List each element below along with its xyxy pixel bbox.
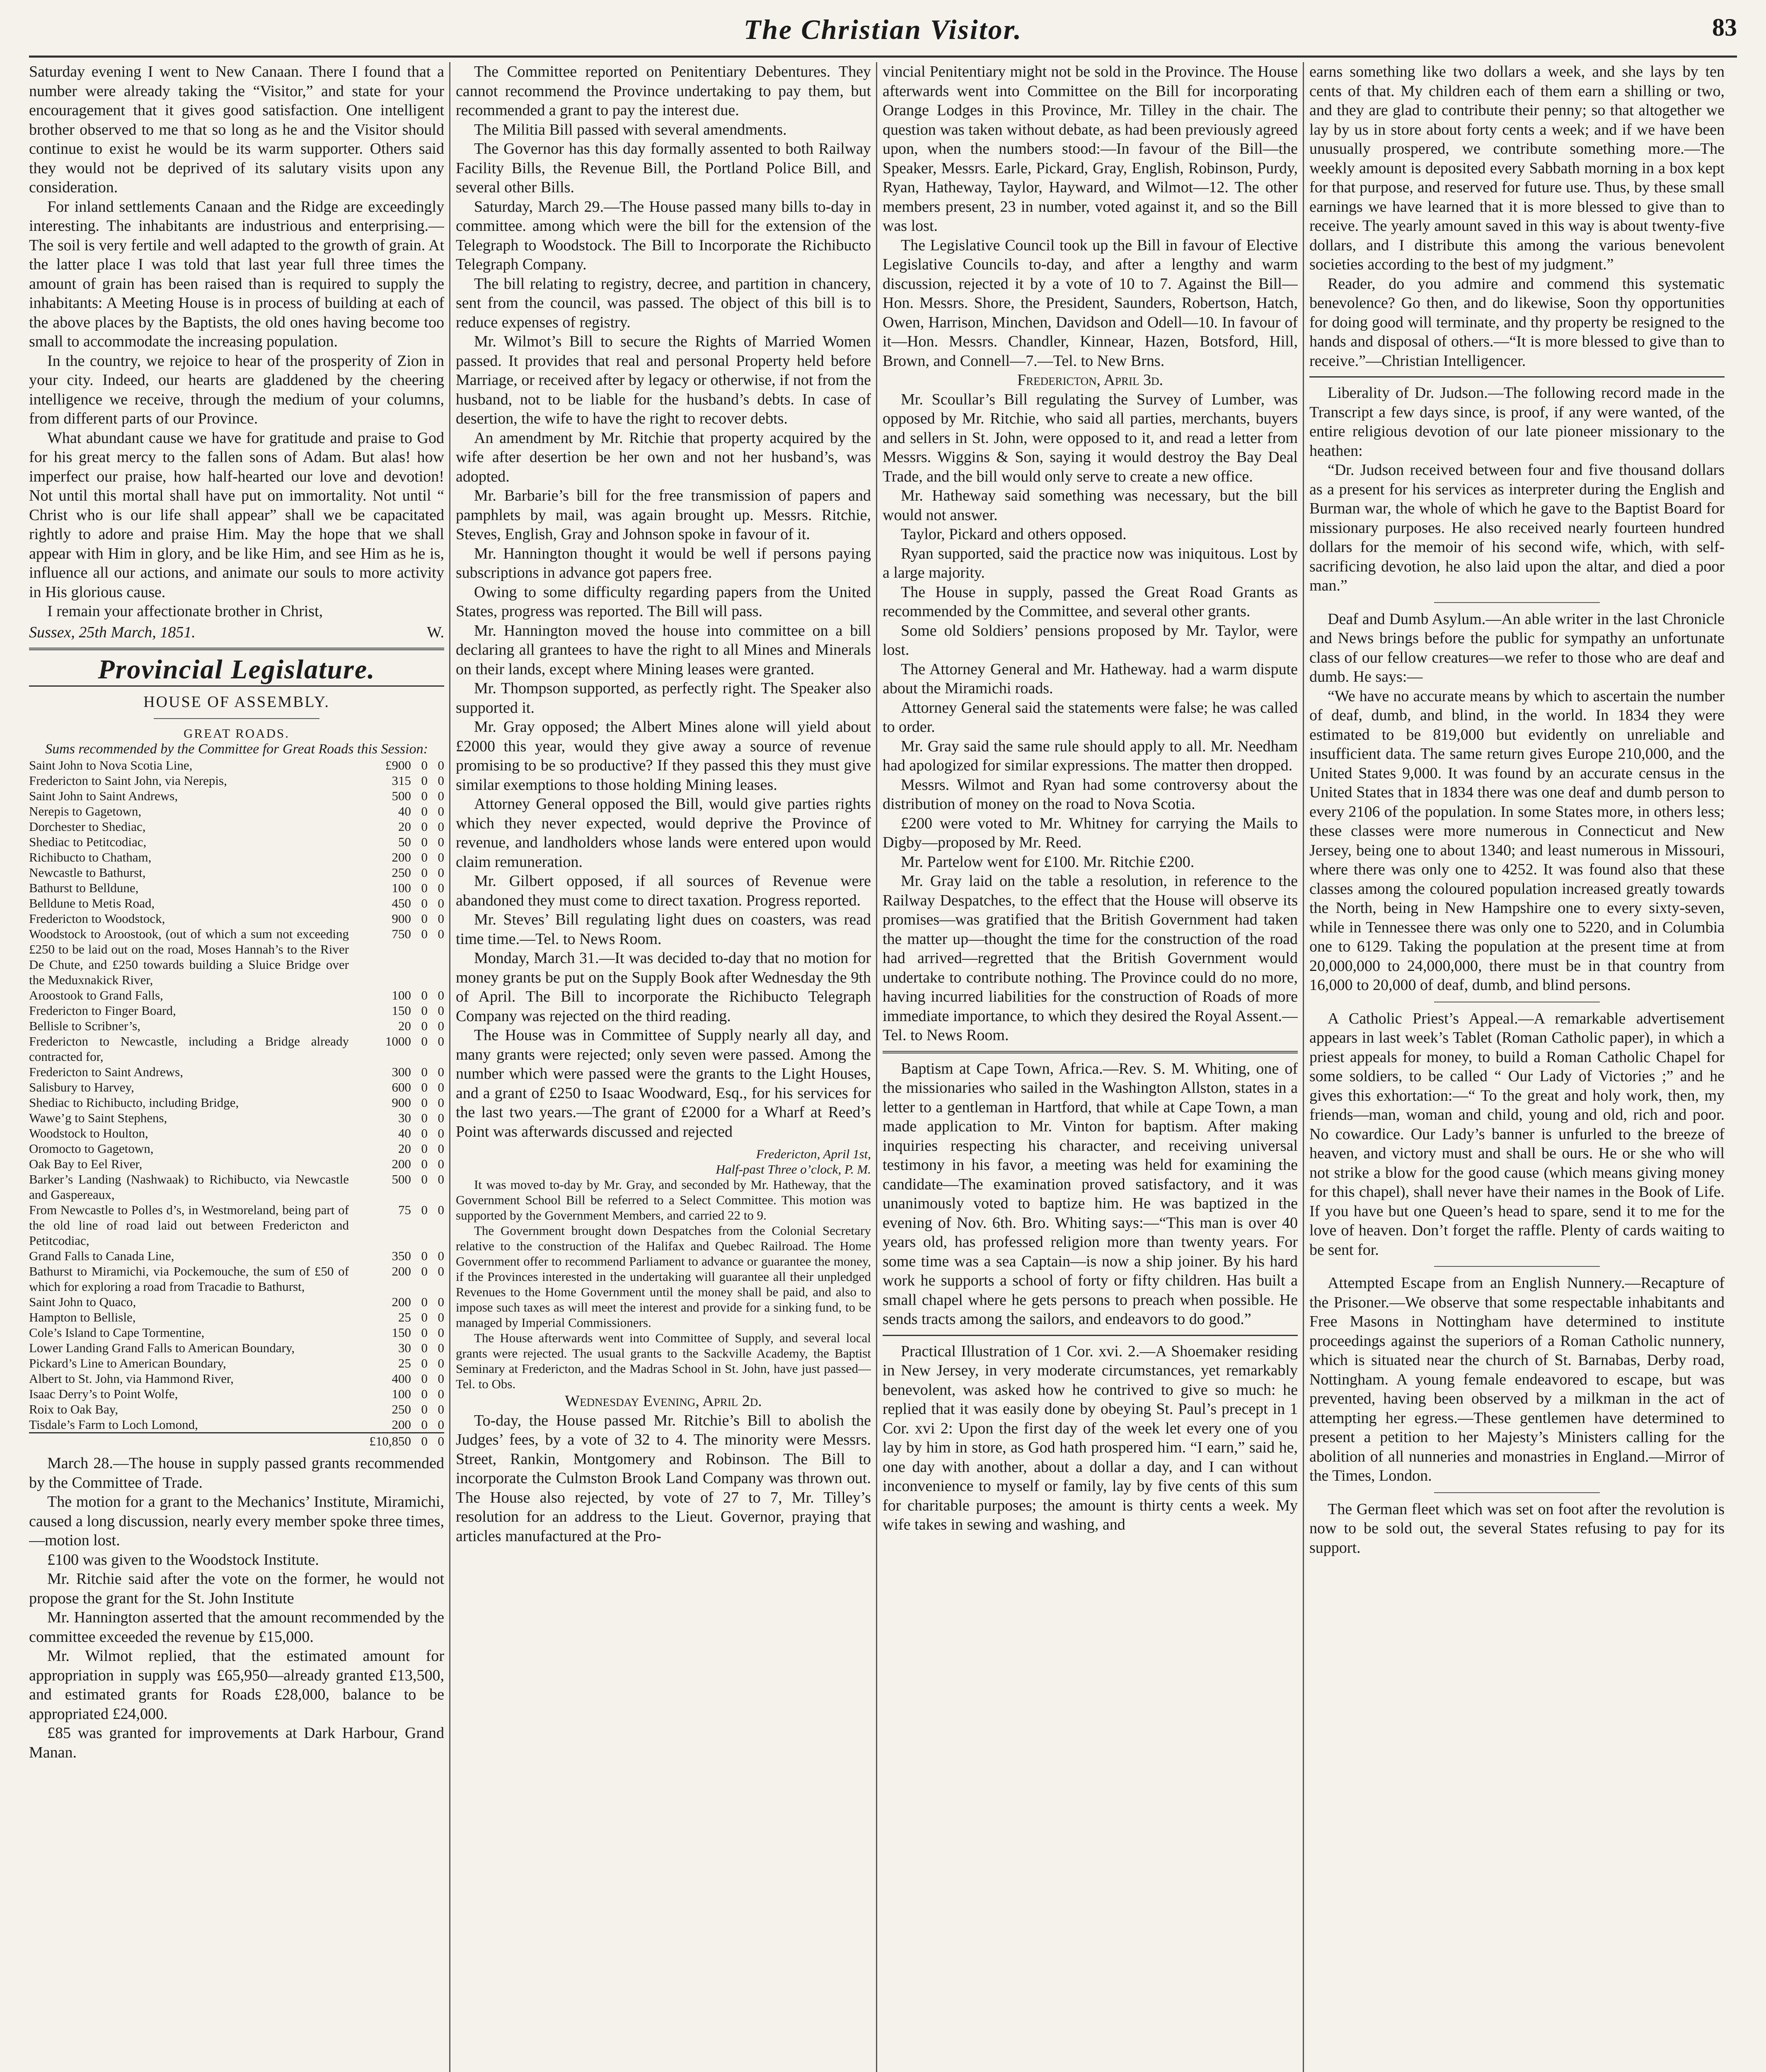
- telegraph-paragraph: It was moved to-day by Mr. Gray, and seconded by Mr. Hatheway, that the Government School Bill be referred to a Select Committee. This motion was supported by the Government Members, and carried 22 to 9.: [456, 1177, 871, 1222]
- legislature-paragraph: The House was in Committee of Supply nearly all day, and many grants were rejected; only seven were passed. Among the number which were passed were the grants to the Light Houses, and a grant of £250 to Isaac Woodward, Esq., for his services for the last two years.—The grant of £2000 for a Wharf at Reed’s Point was afterwards discussed and rejected: [456, 1026, 871, 1140]
- road-pence: 0: [438, 1203, 444, 1217]
- road-name: Saint John to Saint Andrews,: [29, 789, 178, 803]
- road-name: Wawe’g to Saint Stephens,: [29, 1111, 167, 1125]
- road-amount: 30: [398, 1341, 411, 1355]
- roads-table-row: [29, 773, 444, 788]
- roads-table-row: [29, 1294, 444, 1310]
- letter-signature: [29, 623, 444, 642]
- road-amount: 20: [398, 1019, 411, 1033]
- roads-total-pence: 0: [428, 1433, 444, 1449]
- road-pence: 0: [438, 896, 444, 910]
- road-amount: 500: [392, 789, 411, 803]
- legislature-paragraph: Mr. Barbarie’s bill for the free transmission of papers and pamphlets by mail, was again brought up. Messrs. Ritchie, Steves, English, Gray and Johnson spoke in favour of it.: [456, 487, 871, 543]
- road-amount: 200: [392, 850, 411, 864]
- road-amount: 20: [398, 1141, 411, 1156]
- short-divider: [1434, 602, 1600, 603]
- roads-table-row: [29, 1340, 444, 1356]
- road-amount: 25: [398, 1356, 411, 1370]
- legislature-paragraph: Saturday, March 29.—The House passed many bills to-day in committee. among which were the bill for the extension of the Telegraph to Woodstock. The Bill to Incorporate the Richibucto Telegraph Company.: [456, 198, 871, 273]
- legislature-paragraph: Mr. Wilmot’s Bill to secure the Rights of Married Women passed. It provides that real and personal Property held before Marriage, or received after by legacy or otherwise, if not from the husband, not to be liable for the husband’s debts. In case of desertion, the wife to have the right to recover debts.: [456, 333, 871, 427]
- road-shillings: 0: [421, 804, 428, 818]
- road-pence: 0: [438, 804, 444, 818]
- roads-table-row: [29, 1264, 444, 1294]
- column-rule: [876, 62, 877, 2072]
- roads-table-row: [29, 758, 444, 773]
- legislature-paragraph: Mr. Hatheway said something was necessary, but the bill would not answer.: [883, 487, 1298, 524]
- road-pence: 0: [438, 1172, 444, 1186]
- roads-table-row: [29, 1003, 444, 1018]
- roads-table-row: [29, 880, 444, 896]
- roads-table-row: [29, 1248, 444, 1264]
- article-practical-illustration: Practical Illustration of 1 Cor. xvi. 2.—A Shoemaker residing in New Jersey, in very moderate circumstances, yet remarkably benevolent, was asked how he contrived to give so much: he replied that it was easily done by obeying St. Paul’s precept in 1 Cor. xvi 2: Upon the first day of the week let every one of you lay by him in store, as God hath prospered him. “I earn,” said he, one day with another, about a dollar a day, and I can without inconvenience to myself or family, lay by five cents of this sum for charitable purposes; the amount is thirty cents a week. My wife takes in sewing and washing, and: [883, 1342, 1298, 1533]
- road-shillings: 0: [421, 1387, 428, 1401]
- road-name: Fredericton to Woodstock,: [29, 911, 165, 926]
- road-name: Fredericton to Saint John, via Nerepis,: [29, 773, 227, 788]
- road-name: Fredericton to Saint Andrews,: [29, 1065, 183, 1079]
- legislature-paragraph: £100 was given to the Woodstock Institute.: [47, 1551, 319, 1569]
- road-pence: 0: [438, 789, 444, 803]
- road-shillings: 0: [421, 1295, 428, 1309]
- road-amount: 400: [392, 1371, 411, 1386]
- road-amount: 250: [392, 865, 411, 880]
- road-shillings: 0: [421, 789, 428, 803]
- column-rule: [1303, 62, 1304, 2072]
- road-amount: 750: [392, 927, 411, 941]
- roads-table-body: [29, 758, 444, 1433]
- legislature-paragraph: The motion for a grant to the Mechanics’ Institute, Miramichi, caused a long discussion, nearly every member spoke three times,—motion lost.: [29, 1493, 444, 1549]
- road-amount: 200: [392, 1157, 411, 1171]
- road-shillings: 0: [421, 1310, 428, 1324]
- dateline: Fredericton, April 1st,: [756, 1147, 871, 1161]
- road-shillings: 0: [421, 1264, 428, 1278]
- short-divider: [1434, 1266, 1600, 1267]
- road-amount: 200: [392, 1295, 411, 1309]
- legislature-paragraph: The Committee reported on Penitentiary Debentures. They cannot recommend the Province undertaking to pay them, but recommended a grant to pay the interest due.: [456, 63, 871, 119]
- legislature-paragraph: Mr. Steves’ Bill regulating light dues on coasters, was read time time.—Tel. to News Room.: [456, 911, 871, 948]
- roads-table-row: [29, 1141, 444, 1156]
- article-baptism: Baptism at Cape Town, Africa.—Rev. S. M. Whiting, one of the missionaries who sailed in the Washington Allston, states in a letter to a gentleman in Hartford, that while at Cape Town, a man made application to Mr. Vinton for baptism. After making inquiries respecting his character, and receiving universal testimony in his favor, a meeting was held for examining the candidate—The examination proved satisfactory, and it was unanimously voted to baptize him. He was baptized in the evening of Nov. 6th. Bro. Whiting says:—“This man is over 40 years old, has professed religion more than twenty years. For some time was a sea Captain—is now a ship joiner. By his hard work he supports a school of forty or fifty children. Has built a small chapel where he gets persons to preach when possible. He sends tracts among the sailors, and endeavors to do good.”: [883, 1060, 1298, 1328]
- road-pence: 0: [438, 1417, 444, 1432]
- road-shillings: 0: [421, 865, 428, 880]
- road-amount: 300: [392, 1065, 411, 1079]
- roads-table-row: [29, 834, 444, 850]
- road-pence: 0: [438, 1157, 444, 1171]
- section-heading: Wednesday Evening, April 2d.: [565, 1392, 762, 1410]
- roads-table-row: [29, 819, 444, 834]
- road-amount: 40: [398, 1126, 411, 1140]
- road-pence: 0: [438, 1126, 444, 1140]
- road-pence: 0: [438, 1264, 444, 1278]
- house-heading: HOUSE OF ASSEMBLY.: [143, 693, 330, 711]
- short-divider: [154, 718, 320, 719]
- section-divider: [883, 1051, 1298, 1053]
- road-pence: 0: [438, 1019, 444, 1033]
- road-shillings: 0: [421, 819, 428, 834]
- road-pence: 0: [438, 1034, 444, 1048]
- legislature-paragraph: March 28.—The house in supply passed grants recommended by the Committee of Trade.: [29, 1455, 444, 1491]
- road-name: Barker’s Landing (Nashwaak) to Richibucto, via Newcastle and Gaspereaux,: [29, 1172, 349, 1202]
- article-catholic-appeal: A Catholic Priest’s Appeal.—A remarkable advertisement appears in last week’s Tablet (Roman Catholic paper), in which a priest appeals for money, to build a Roman Catholic Chapel for some soldiers, to be called “ Our Lady of Victories ;” and he gives this exhortation:—“ To the great and holy work, then, my friends—man, woman and child, young and old, rich and poor. No cowardice. Our Lady’s banner is unfurled to the breeze of heaven, and victory must and shall be ours. He or she who will not strike a blow for the good cause (which means giving money for this chapel), shall never have their names in the Book of Life. If you have but one Queen’s head to spare, send it to me for the love of heaven. Don’t forget the raffle. Plenty of cards waiting to be sent for.: [1309, 1009, 1725, 1259]
- road-shillings: 0: [421, 896, 428, 910]
- road-pence: 0: [438, 988, 444, 1002]
- legislature-paragraph: An amendment by Mr. Ritchie that property acquired by the wife after desertion be her own and not her husband’s, was adopted.: [456, 429, 871, 485]
- road-pence: 0: [438, 927, 444, 941]
- columns: [29, 62, 1737, 2072]
- masthead: [29, 7, 1737, 58]
- roads-table-row: [29, 1356, 444, 1371]
- road-pence: 0: [438, 1141, 444, 1156]
- road-name: Nerepis to Gagetown,: [29, 804, 142, 818]
- road-amount: 150: [392, 1325, 411, 1340]
- newspaper-title: The Christian Visitor.: [743, 14, 1023, 45]
- legislature-paragraph: Mr. Hannington thought it would be well if persons paying subscriptions in advance got papers free.: [456, 545, 871, 581]
- road-name: Belldune to Metis Road,: [29, 896, 155, 910]
- road-name: Woodstock to Houlton,: [29, 1126, 148, 1140]
- road-shillings: 0: [421, 1203, 428, 1217]
- road-shillings: 0: [421, 1341, 428, 1355]
- section-heading: Fredericton, April 3d.: [1017, 371, 1163, 389]
- road-amount: 350: [392, 1249, 411, 1263]
- road-name: Isaac Derry’s to Point Wolfe,: [29, 1387, 178, 1401]
- road-name: Bathurst to Belldune,: [29, 881, 139, 895]
- roads-table-row: [29, 1202, 444, 1248]
- road-name: Shediac to Petitcodiac,: [29, 835, 147, 849]
- roads-table-row: [29, 896, 444, 911]
- road-pence: 0: [438, 1249, 444, 1263]
- road-pence: 0: [438, 1003, 444, 1018]
- legislature-paragraph: To-day, the House passed Mr. Ritchie’s Bill to abolish the Judges’ fees, by a vote of 32 to 4. The minority were Messrs. Street, Rankin, Montgomery and Robinson. The Bill to incorporate the Culmston Brook Land Company was thrown out. The House also rejected, by vote of 27 to 7, Mr. Tilley’s resolution for an address to the Lieut. Governor, praying that articles manufactured at the Pro-: [456, 1411, 871, 1545]
- legislature-paragraph: Monday, March 31.—It was decided to-day that no motion for money grants be put on the Supply Book after Wednesday the 9th of April. The Bill to incorporate the Richibucto Telegraph Company was rejected on the third reading.: [456, 949, 871, 1025]
- legislature-paragraph: Mr. Hannington asserted that the amount recommended by the committee exceeded the revenue by £15,000.: [29, 1609, 444, 1646]
- road-pence: 0: [438, 1080, 444, 1094]
- road-name: Hampton to Bellisle,: [29, 1310, 136, 1324]
- road-shillings: 0: [421, 850, 428, 864]
- road-amount: 900: [392, 911, 411, 926]
- roads-total-row: [29, 1433, 444, 1449]
- road-shillings: 0: [421, 1402, 428, 1416]
- road-pence: 0: [438, 1402, 444, 1416]
- letter-paragraph: For inland settlements Canaan and the Ridge are exceedingly interesting. The inhabitants are industrious and enterprising.—The soil is very fertile and well adapted to the growth of grain. At the latter place I was told that last year full three times the amount of grain has been raised than is required to supply the inhabitants: A Meeting House is in process of building at each of the above places by the Baptists, the old ones having become too small to accommodate the increasing population.: [29, 198, 444, 350]
- road-shillings: 0: [421, 1325, 428, 1340]
- road-shillings: 0: [421, 927, 428, 941]
- road-name: Richibucto to Chatham,: [29, 850, 152, 864]
- article-nunnery: Attempted Escape from an English Nunnery.—Recapture of the Prisoner.—We observe that some respectable inhabitants and Free Masons in Nottingham have determined to institute proceedings against the superiors of a Roman Catholic nunnery, which is situated near the church of St. Barnabas, Derby road, Nottingham. A young female endeavored to escape, but was prevented, having been observed by a milkman in the act of attempting her egress.—These gentlemen have determined to present a petition to her Majesty’s Ministers calling for the abolition of all nunneries and monastries in England.—Mirror of the Times, London.: [1309, 1274, 1725, 1484]
- road-name: Grand Falls to Canada Line,: [29, 1249, 174, 1263]
- road-name: Oak Bay to Eel River,: [29, 1157, 143, 1171]
- legislature-paragraph: Mr. Gray said the same rule should apply to all. Mr. Needham had apologized for similar expressions. The matter then dropped.: [883, 737, 1298, 774]
- roads-table-row: [29, 1172, 444, 1202]
- article-judson: Liberality of Dr. Judson.—The following record made in the Transcript a few days since, is proof, if any were wanted, of the entire religious devotion of our late pioneer missionary to the heathen:: [1309, 384, 1725, 460]
- legislature-paragraph: Messrs. Wilmot and Ryan had some controversy about the distribution of money on the road to Nova Scotia.: [883, 776, 1298, 813]
- road-name: From Newcastle to Polles d’s, in Westmoreland, being part of the old line of road laid out between Fredericton and Petitcodiac,: [29, 1203, 349, 1248]
- road-amount: 40: [398, 804, 411, 818]
- article-german-fleet: The German fleet which was set on foot after the revolution is now to be sold out, the several States refusing to pay for its support.: [1309, 1500, 1725, 1556]
- road-shillings: 0: [421, 1141, 428, 1156]
- road-shillings: 0: [421, 1172, 428, 1186]
- road-amount: 500: [392, 1172, 411, 1186]
- road-pence: 0: [438, 1095, 444, 1110]
- road-amount: 25: [398, 1310, 411, 1324]
- road-pence: 0: [438, 911, 444, 926]
- legislature-paragraph: Mr. Hannington moved the house into committee on a bill declaring all grantees to have the right to all Mines and Minerals on their lands, except where Mining leases were granted.: [456, 622, 871, 678]
- column-1: [29, 62, 444, 2072]
- road-amount: 20: [398, 819, 411, 834]
- road-name: Saint John to Quaco,: [29, 1295, 136, 1309]
- roads-table-row: [29, 1310, 444, 1325]
- legislature-paragraph: The Attorney General and Mr. Hatheway. had a warm dispute about the Miramichi roads.: [883, 660, 1298, 697]
- legislature-paragraph: Mr. Gray laid on the table a resolution, in reference to the Railway Despatches, to the effect that the House will observe its promises—was gratified that the British Government had taken the matter up—thought the time for the construction of the road had arrived—regretted that the British Government would undertake to contribute nothing. The Province could do no more, having incurred liabilities for the construction of Roads of more immediate importance, to which they desired the Royal Assent.—Tel. to News Room.: [883, 872, 1298, 1044]
- roads-table-row: [29, 926, 444, 988]
- letter-paragraph: What abundant cause we have for gratitude and praise to God for his great mercy to the fallen sons of Adam. But alas! how imperfect our praise, how half-hearted our love and devotion! Not until this mortal shall have put on immortality. Not until “ Christ who is our life shall appear” shall we be capacitated rightly to adore and praise Him. May the hope that we shall appear with Him in glory, and be like Him, and see Him as he is, influence all our actions, and animate our souls to more activity in His glorious cause.: [29, 429, 444, 601]
- legislature-paragraph: The Legislative Council took up the Bill in favour of Elective Legislative Councils to-day, and after a lengthy and warm discussion, rejected it by a vote of 10 to 7. Against the Bill—Hon. Messrs. Shore, the President, Saunders, Robertson, Hatch, Owen, Harrison, Minchen, Davidson and Odell—10. In favour of it—Hon. Messrs. Chandler, Kinnear, Hazen, Botsford, Hill, Brown, and Connell—7.—Tel. to New Brns.: [883, 236, 1298, 370]
- legislature-paragraph: Mr. Partelow went for £100. Mr. Ritchie £200.: [901, 853, 1195, 871]
- section-divider: [29, 648, 444, 650]
- roads-table-row: [29, 1126, 444, 1141]
- roads-table-row: [29, 850, 444, 865]
- legislature-paragraph: Attorney General said the statements were false; he was called to order.: [883, 699, 1298, 736]
- road-shillings: 0: [421, 1126, 428, 1140]
- roads-table-row: [29, 1110, 444, 1126]
- legislature-paragraph: Ryan supported, said the practice now was iniquitous. Lost by a large majority.: [883, 545, 1298, 581]
- legislature-paragraph: Taylor, Pickard and others opposed.: [901, 525, 1127, 543]
- roads-table-row: [29, 804, 444, 819]
- road-amount: 100: [392, 988, 411, 1002]
- road-shillings: 0: [421, 1111, 428, 1125]
- legislature-paragraph: Mr. Wilmot replied, that the estimated amount for appropriation in supply was £65,950—already granted £13,500, and estimated grants for Roads £28,000, balance to be appropriated £24,000.: [29, 1647, 444, 1723]
- telegraph-paragraph: The Government brought down Despatches from the Colonial Secretary relative to the construction of the Halifax and Quebec Railroad. The Home Government offer to recommend Parliament to advance or guarantee the money, if the Provinces interested in the undertaking will guarantee all their unpledged Revenues to the Home Government until the money shall be paid, and also to impose such taxes as will meet the interest and provide for a sinking fund, to be managed by Imperial Commissioners.: [456, 1223, 871, 1330]
- road-name: Cole’s Island to Cape Tormentine,: [29, 1325, 205, 1340]
- roads-table-row: [29, 1386, 444, 1402]
- roads-table-row: [29, 988, 444, 1003]
- roads-table-row: [29, 1417, 444, 1433]
- road-pence: 0: [438, 850, 444, 864]
- road-amount: 315: [392, 773, 411, 788]
- road-amount: 100: [392, 881, 411, 895]
- article-quote: “We have no accurate means by which to ascertain the number of deaf, dumb, and blind, in the world. In 1834 they were estimated to be 819,000 but evidently on unreliable and insufficient data. The same return gives Europe 210,000, and the United States 9,000. It was found by an accurate census in the United States that in 1834 there was one deaf and dumb person to every 2106 of the population. In some States more, in others less; these classes were more numerous in Connecticut and New Jersey, being one to about 1340; and least numerous in Missouri, where there was only one to 4252. It was found also that these classes among the coloured population increased greatly towards the North, being in New Hampshire one to every sixty-seven, while in Tennessee there was only one to 5220, and in Columbia one to 6129. Taking the population at the present time at from 20,000,000 to 24,000,000, there must be in that country from 16,000 to 20,000 of deaf, dumb, and blind persons.: [1309, 687, 1725, 994]
- legislature-paragraph: Mr. Gilbert opposed, if all sources of Revenue were abandoned they must come to direct taxation. Progress reported.: [456, 872, 871, 909]
- column-2: [456, 62, 871, 2072]
- roads-table-row: [29, 865, 444, 880]
- road-pence: 0: [438, 1356, 444, 1370]
- roads-subheading: Sums recommended by the Committee for Great Roads this Session:: [45, 741, 428, 757]
- road-amount: 50: [398, 835, 411, 849]
- legislature-paragraph: The Militia Bill passed with several amendments.: [474, 121, 787, 138]
- letter-paragraph: Saturday evening I went to New Canaan. There I found that a number were already taking the “Visitor,” and state for your encouragement that it gives good satisfaction. One intelligent brother observed to me that so long as he and the Visitor should continue to exist he would be its warm supporter. Others said they would not be deprived of its salutary visits upon any consideration.: [29, 63, 444, 196]
- roads-table-row: [29, 1156, 444, 1172]
- roads-table-row: [29, 1402, 444, 1417]
- road-shillings: 0: [421, 1080, 428, 1094]
- road-shillings: 0: [421, 1249, 428, 1263]
- section-divider: [29, 685, 444, 687]
- roads-table-row: [29, 1325, 444, 1340]
- legislature-paragraph: Mr. Ritchie said after the vote on the former, he would not propose the grant for the St. John Institute: [29, 1570, 444, 1607]
- road-name: Fredericton to Newcastle, including a Bridge already contracted for,: [29, 1034, 349, 1064]
- legislature-paragraph: £85 was granted for improvements at Dark Harbour, Grand Manan.: [29, 1724, 444, 1761]
- column-3: [883, 62, 1298, 2072]
- section-divider: [1309, 376, 1725, 378]
- road-name: Pickard’s Line to American Boundary,: [29, 1356, 226, 1370]
- road-name: Bellisle to Scribner’s,: [29, 1019, 140, 1033]
- telegraph-paragraph: The House afterwards went into Committee of Supply, and several local grants were rejected. The usual grants to the Sackville Academy, the Baptist Seminary at Fredericton, and the Madras School in St. John, have just passed—Tel. to Obs.: [456, 1331, 871, 1391]
- legislature-paragraph: The House in supply, passed the Great Road Grants as recommended by the Committee, and several other grants.: [883, 583, 1298, 620]
- legislature-paragraph: Mr. Gray opposed; the Albert Mines alone will yield about £2000 this year, would they give away a source of revenue promising to be so productive? If they passed this they must give similar exemptions to those holding Mining leases.: [456, 718, 871, 794]
- road-amount: 1000: [385, 1034, 411, 1048]
- roads-table-row: [29, 1095, 444, 1110]
- legislature-paragraph: vincial Penitentiary might not be sold in the Province. The House afterwards went into Committee on the Bill for incorporating Orange Lodges in this Province, Mr. Tilley in the chair. The question was taken without debate, as had been previously agreed upon, when the numbers stood:—In favour of the Bill—the Speaker, Messrs. Earle, Pickard, Gray, English, Robinson, Purdy, Ryan, Hatheway, Taylor, Hayward, and Wilmot—12. The other members present, 23 in number, voted against it, and so the Bill was lost.: [883, 63, 1298, 235]
- section-title: Provincial Legislature.: [98, 654, 375, 685]
- legislature-paragraph: Attorney General opposed the Bill, would give parties rights which they never expected, would deprive the Province of revenue, and landholders whose lands were entered upon would claim remuneration.: [456, 795, 871, 871]
- page-number: 83: [1712, 14, 1737, 41]
- roads-table-row: [29, 1034, 444, 1064]
- road-name: Roix to Oak Bay,: [29, 1402, 118, 1416]
- signature-initial: W.: [427, 623, 444, 641]
- road-amount: 450: [392, 896, 411, 910]
- section-divider: [883, 1335, 1298, 1336]
- road-pence: 0: [438, 1371, 444, 1386]
- road-amount: £900: [385, 758, 411, 772]
- legislature-paragraph: Mr. Scoullar’s Bill regulating the Survey of Lumber, was opposed by Mr. Ritchie, who said all parties, merchants, buyers and sellers in St. John, were opposed to it, and read a letter from Messrs. Wiggins & Son, saying it would destroy the Bay Deal Trade, and the bill would only serve to create a new office.: [883, 390, 1298, 485]
- road-name: Salisbury to Harvey,: [29, 1080, 134, 1094]
- road-amount: 100: [392, 1387, 411, 1401]
- road-name: Shediac to Richibucto, including Bridge,: [29, 1095, 239, 1110]
- road-name: Woodstock to Aroostook, (out of which a sum not exceeding £250 to be laid out on the road, Moses Hannah’s to the River De Chute, and £250 towards building a Sluice Bridge over the Meduxnakick River,: [29, 927, 349, 987]
- road-name: Oromocto to Gagetown,: [29, 1141, 154, 1156]
- road-pence: 0: [438, 1310, 444, 1324]
- road-name: Albert to St. John, via Hammond River,: [29, 1371, 234, 1386]
- road-pence: 0: [438, 865, 444, 880]
- road-shillings: 0: [421, 1417, 428, 1432]
- column-rule: [449, 62, 450, 2072]
- letter-closing: I remain your affectionate brother in Christ,: [47, 603, 323, 620]
- column-4: [1309, 62, 1725, 2072]
- legislature-paragraph: Mr. Thompson supported, as perfectly right. The Speaker also supported it.: [456, 680, 871, 716]
- road-pence: 0: [438, 1065, 444, 1079]
- road-name: Newcastle to Bathurst,: [29, 865, 146, 880]
- roads-table-row: [29, 1371, 444, 1386]
- road-name: Saint John to Nova Scotia Line,: [29, 758, 193, 772]
- road-pence: 0: [438, 1341, 444, 1355]
- legislature-paragraph: The bill relating to registry, decree, and partition in chancery, sent from the council, was passed. The object of this bill is to reduce expenses of registry.: [456, 275, 871, 331]
- road-pence: 0: [438, 1295, 444, 1309]
- road-pence: 0: [438, 1387, 444, 1401]
- road-shillings: 0: [421, 1356, 428, 1370]
- road-pence: 0: [438, 881, 444, 895]
- roads-table-row: [29, 1018, 444, 1034]
- roads-table-row: [29, 788, 444, 804]
- road-shillings: 0: [421, 911, 428, 926]
- legislature-paragraph: Some old Soldiers’ pensions proposed by Mr. Taylor, were lost.: [883, 622, 1298, 658]
- article-quote: “Dr. Judson received between four and five thousand dollars as a present for his services as interpreter during the English and Burman war, the whole of which he gave to the Baptist Board for missionary purposes. He also received nearly fourteen hundred dollars for the memoir of his second wife, which, with self-sacrificing devotion, he also laid upon the altar, and died a poor man.”: [1309, 461, 1725, 594]
- road-amount: 200: [392, 1417, 411, 1432]
- road-name: Bathurst to Miramichi, via Pockemouche, the sum of £50 of which for exploring a road from Tracadie to Bathurst,: [29, 1264, 349, 1294]
- roads-total-shillings: 0: [411, 1433, 428, 1449]
- road-pence: 0: [438, 773, 444, 788]
- road-shillings: 0: [421, 1371, 428, 1386]
- letter-paragraph: In the country, we rejoice to hear of the prosperity of Zion in your city. Indeed, our hearts are gladdened by the cheering intelligence we receive, through the medium of your columns, from different parts of our Province.: [29, 352, 444, 427]
- road-shillings: 0: [421, 1034, 428, 1048]
- road-shillings: 0: [421, 1065, 428, 1079]
- road-shillings: 0: [421, 1019, 428, 1033]
- road-pence: 0: [438, 819, 444, 834]
- road-amount: 900: [392, 1095, 411, 1110]
- roads-heading: GREAT ROADS.: [184, 726, 290, 741]
- road-name: Lower Landing Grand Falls to American Boundary,: [29, 1341, 295, 1355]
- signature-place-date: Sussex, 25th March, 1851.: [29, 623, 196, 641]
- article-paragraph: Reader, do you admire and commend this systematic benevolence? Go then, and do likewise, Soon thy opportunities for doing good will terminate, and thy property be resigned to the hands and disposal of others.—“It is more blessed to give than to receive.”—Christian Intelligencer.: [1309, 275, 1725, 370]
- road-amount: 150: [392, 1003, 411, 1018]
- road-shillings: 0: [421, 1157, 428, 1171]
- road-shillings: 0: [421, 758, 428, 772]
- legislature-paragraph: £200 were voted to Mr. Whitney for carrying the Mails to Digby—proposed by Mr. Reed.: [883, 814, 1298, 851]
- roads-total-label: [29, 1433, 349, 1449]
- roads-table: [29, 758, 444, 1449]
- short-divider: [1434, 1492, 1600, 1493]
- road-amount: 200: [392, 1264, 411, 1278]
- road-pence: 0: [438, 835, 444, 849]
- road-shillings: 0: [421, 1095, 428, 1110]
- road-amount: 250: [392, 1402, 411, 1416]
- road-amount: 600: [392, 1080, 411, 1094]
- road-name: Aroostook to Grand Falls,: [29, 988, 163, 1002]
- road-pence: 0: [438, 1325, 444, 1340]
- roads-table-row: [29, 1080, 444, 1095]
- dateline-time: Half-past Three o’clock, P. M.: [716, 1162, 871, 1176]
- road-amount: 75: [398, 1203, 411, 1217]
- article-continued: earns something like two dollars a week, and she lays by ten cents of that. My children each of them earn a shilling or two, and they are glad to contribute their penny; so that altogether we lay by us in store about forty cents a week; and if we have been unusually prospered, we contribute something more.—The weekly amount is deposited every Sabbath morning in a box kept for that purpose, and reserved for future use. Thus, by these small earnings we have learned that it is more blessed to give than to receive. The yearly amount saved in this way is about twenty-five dollars, and I distribute this among the various benevolent societies according to the best of my judgment.”: [1309, 63, 1725, 273]
- road-shillings: 0: [421, 773, 428, 788]
- road-name: Tisdale’s Farm to Loch Lomond,: [29, 1417, 198, 1432]
- road-shillings: 0: [421, 1003, 428, 1018]
- roads-total-amount: £10,850: [349, 1433, 411, 1449]
- article-deaf-dumb: Deaf and Dumb Asylum.—An able writer in the last Chronicle and News brings before the public for sympathy an unfortunate class of our fellow creatures—we refer to those who are deaf and dumb. He says:—: [1309, 610, 1725, 685]
- road-pence: 0: [438, 758, 444, 772]
- legislature-paragraph: The Governor has this day formally assented to both Railway Facility Bills, the Revenue Bill, the Portland Police Bill, and several other Bills.: [456, 140, 871, 196]
- road-shillings: 0: [421, 835, 428, 849]
- road-shillings: 0: [421, 988, 428, 1002]
- roads-table-row: [29, 911, 444, 926]
- road-name: Dorchester to Shediac,: [29, 819, 146, 834]
- road-amount: 30: [398, 1111, 411, 1125]
- road-pence: 0: [438, 1111, 444, 1125]
- roads-table-row: [29, 1064, 444, 1080]
- road-name: Fredericton to Finger Board,: [29, 1003, 176, 1018]
- legislature-paragraph: Owing to some difficulty regarding papers from the United States, progress was reported. The Bill will pass.: [456, 583, 871, 620]
- road-shillings: 0: [421, 881, 428, 895]
